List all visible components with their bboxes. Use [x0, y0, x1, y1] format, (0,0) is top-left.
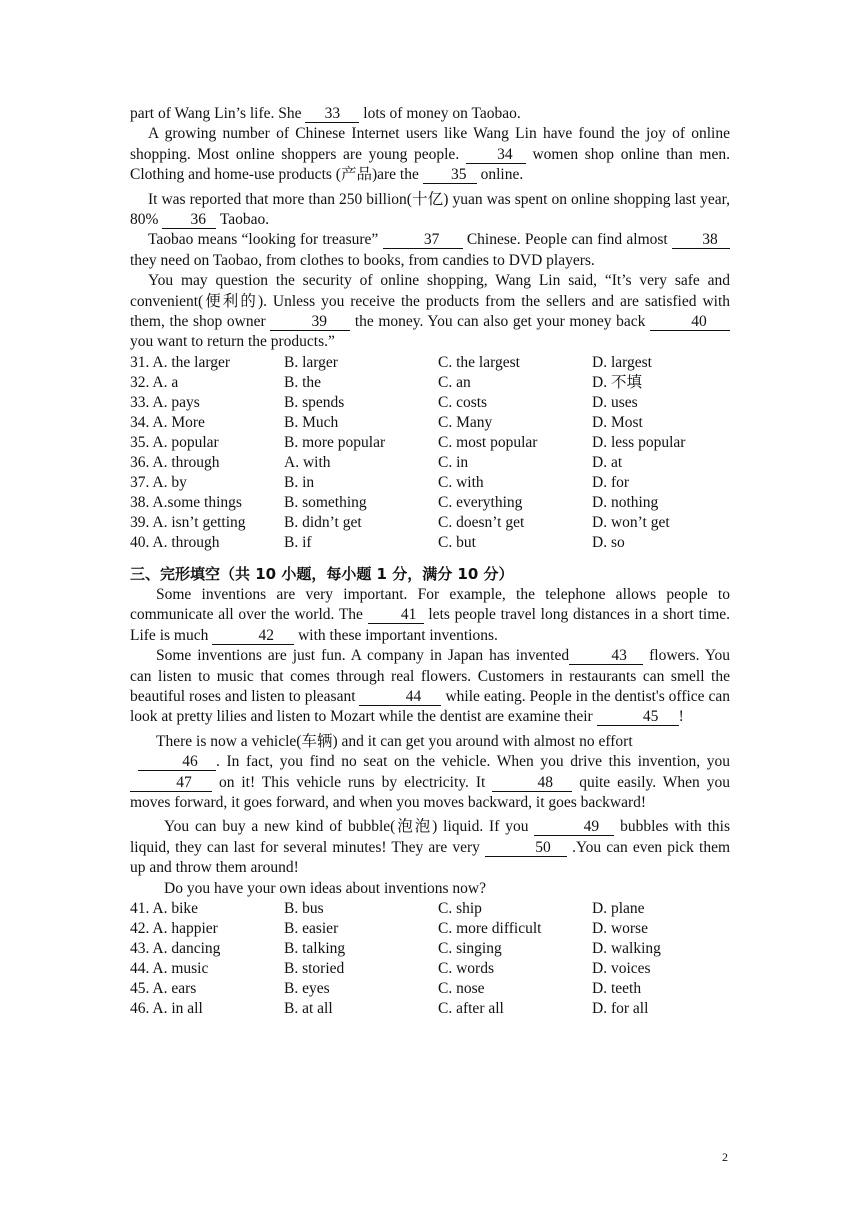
option-row — [130, 899, 730, 919]
option-c[interactable]: C. Many — [438, 413, 493, 431]
option-a[interactable]: 31. A. the larger — [130, 353, 231, 371]
option-b[interactable]: B. Much — [284, 413, 339, 431]
option-row — [130, 533, 730, 553]
option-c[interactable]: C. doesn’t get — [438, 513, 525, 531]
option-d[interactable]: D. largest — [592, 353, 652, 371]
blank-34[interactable]: 34 — [466, 147, 526, 164]
page-number: 2 — [722, 1150, 728, 1164]
option-b[interactable]: B. eyes — [284, 979, 330, 997]
option-a[interactable]: 38. A.some things — [130, 493, 242, 511]
blank-42[interactable]: 42 — [212, 628, 294, 645]
option-d[interactable]: D. Most — [592, 413, 643, 431]
paragraph: You may question the security of online shopping, Wang Lin said, “It’s very safe and convenient(便利的). Unless you receive the products from the sellers and are satisfied with them, the shop owner 39 the money. You can also get your money back 40 you want to return the products.” — [130, 272, 730, 351]
option-c[interactable]: C. words — [438, 959, 494, 977]
option-row — [130, 999, 730, 1019]
paragraph: A growing number of Chinese Internet users like Wang Lin have found the joy of online shopping. Most online shoppers are young people. 34 women shop online than men. Clothing and home-use products (产品)are the 35 online. — [130, 125, 730, 184]
option-c[interactable]: C. ship — [438, 899, 482, 917]
option-a[interactable]: 45. A. ears — [130, 979, 197, 997]
options-41-46 — [130, 899, 730, 1019]
blank-35[interactable]: 35 — [423, 167, 477, 184]
option-d[interactable]: D. walking — [592, 939, 661, 957]
paragraph: Taobao means “looking for treasure” 37 Chinese. People can find almost 38 they need on Taobao, from clothes to books, from candies to DVD players. — [130, 230, 730, 271]
blank-37[interactable]: 37 — [383, 232, 463, 249]
blank-41[interactable]: 41 — [368, 607, 424, 624]
option-b[interactable]: B. spends — [284, 393, 345, 411]
option-a[interactable]: 36. A. through — [130, 453, 220, 471]
option-row — [130, 919, 730, 939]
option-d[interactable]: D. for — [592, 473, 630, 491]
option-c[interactable]: C. everything — [438, 493, 523, 511]
option-a[interactable]: 41. A. bike — [130, 899, 199, 917]
option-b[interactable]: B. storied — [284, 959, 345, 977]
section-title: 三、完形填空（共 10 小题，每小题 1 分，满分 10 分） — [130, 564, 514, 583]
option-a[interactable]: 46. A. in all — [130, 999, 203, 1017]
option-row — [130, 393, 730, 413]
paragraph: part of Wang Lin’s life. She 33 lots of money on Taobao. — [130, 105, 521, 122]
option-a[interactable]: 35. A. popular — [130, 433, 219, 451]
option-a[interactable]: 32. A. a — [130, 373, 179, 391]
passage-1 — [130, 104, 730, 353]
option-row — [130, 493, 730, 513]
option-b[interactable]: B. at all — [284, 999, 333, 1017]
option-d[interactable]: D. at — [592, 453, 623, 471]
blank-39[interactable]: 39 — [270, 314, 350, 331]
option-c[interactable]: C. but — [438, 533, 476, 551]
passage-2 — [130, 585, 730, 899]
option-row — [130, 433, 730, 453]
option-c[interactable]: C. nose — [438, 979, 485, 997]
blank-44[interactable]: 44 — [359, 689, 441, 706]
option-d[interactable]: D. worse — [592, 919, 648, 937]
option-a[interactable]: 37. A. by — [130, 473, 187, 491]
option-d[interactable]: D. for all — [592, 999, 649, 1017]
option-a[interactable]: 33. A. pays — [130, 393, 200, 411]
option-b[interactable]: B. in — [284, 473, 315, 491]
option-c[interactable]: C. more difficult — [438, 919, 542, 937]
option-c[interactable]: C. most popular — [438, 433, 538, 451]
blank-33[interactable]: 33 — [305, 106, 359, 123]
blank-49[interactable]: 49 — [534, 819, 614, 836]
option-d[interactable]: D. so — [592, 533, 625, 551]
blank-40[interactable]: 40 — [650, 314, 730, 331]
option-b[interactable]: B. bus — [284, 899, 324, 917]
option-a[interactable]: 42. A. happier — [130, 919, 218, 937]
option-row — [130, 413, 730, 433]
paragraph: It was reported that more than 250 billion(十亿) yuan was spent on online shopping last year, 80% 36 Taobao. — [130, 190, 730, 229]
option-row — [130, 453, 730, 473]
option-c[interactable]: C. with — [438, 473, 484, 491]
option-b[interactable]: B. larger — [284, 353, 338, 371]
blank-43[interactable]: 43 — [569, 648, 643, 665]
option-b[interactable]: A. with — [284, 453, 331, 471]
options-31-40 — [130, 353, 730, 553]
option-row — [130, 959, 730, 979]
option-row — [130, 939, 730, 959]
paragraph: Some inventions are very important. For example, the telephone allows people to communicate all over the world. The 41 lets people travel long distances in a short time. Life is much 42 with these important inventions. — [130, 585, 730, 644]
blank-48[interactable]: 48 — [492, 775, 572, 792]
option-d[interactable]: D. nothing — [592, 493, 659, 511]
paragraph: There is now a vehicle(车辆) and it can get you around with almost no effort 46 . In fact, you find no seat on the vehicle. When you drive this invention, you 47 on it! This vehicle runs by electricity. It 48 quite easily. When you moves forward, it goes forward, and when you moves backward, it goes backward! — [130, 732, 730, 811]
option-b[interactable]: B. easier — [284, 919, 339, 937]
option-a[interactable]: 39. A. isn’t getting — [130, 513, 246, 531]
option-a[interactable]: 40. A. through — [130, 533, 220, 551]
paragraph: You can buy a new kind of bubble(泡泡) liquid. If you 49 bubbles with this liquid, they can last for several minutes! They are very 50 .You can even pick them up and throw them around! — [130, 818, 731, 877]
option-c[interactable]: C. costs — [438, 393, 488, 411]
option-row — [130, 353, 730, 373]
paragraph: Some inventions are just fun. A company in Japan has invented 43 flowers. You can listen to music that comes through real flowers. Customers in restaurants can smell the beautiful roses and listen to pleasant 44 while eating. People in the dentist's office can look at pretty lilies and listen to Mozart while the dentist are examine their 45 ! — [130, 647, 731, 726]
option-a[interactable]: 43. A. dancing — [130, 939, 221, 957]
exam-page — [130, 104, 730, 1019]
blank-50[interactable]: 50 — [485, 840, 567, 857]
blank-36[interactable]: 36 — [162, 212, 216, 229]
option-d[interactable]: D. won’t get — [592, 513, 670, 531]
option-b[interactable]: B. didn’t get — [284, 513, 362, 531]
option-a[interactable]: 34. A. More — [130, 413, 205, 431]
option-row — [130, 373, 730, 393]
option-b[interactable]: B. more popular — [284, 433, 386, 451]
option-c[interactable]: C. after all — [438, 999, 504, 1017]
option-d[interactable]: D. 不填 — [592, 373, 642, 391]
blank-46[interactable]: 46 — [138, 754, 216, 771]
option-c[interactable]: C. singing — [438, 939, 502, 957]
option-a[interactable]: 44. A. music — [130, 959, 209, 977]
option-row — [130, 513, 730, 533]
option-c[interactable]: C. the largest — [438, 353, 520, 371]
blank-47[interactable]: 47 — [130, 775, 212, 792]
option-row — [130, 979, 730, 999]
option-d[interactable]: D. plane — [592, 899, 645, 917]
blank-38[interactable]: 38 — [672, 232, 730, 249]
option-b[interactable]: B. if — [284, 533, 312, 551]
option-b[interactable]: B. something — [284, 493, 367, 511]
option-c[interactable]: C. in — [438, 453, 469, 471]
option-row — [130, 473, 730, 493]
option-d[interactable]: D. voices — [592, 959, 651, 977]
option-b[interactable]: B. the — [284, 373, 322, 391]
option-c[interactable]: C. an — [438, 373, 471, 391]
option-d[interactable]: D. less popular — [592, 433, 686, 451]
option-d[interactable]: D. uses — [592, 393, 638, 411]
paragraph: Do you have your own ideas about inventions now? — [164, 879, 486, 897]
option-b[interactable]: B. talking — [284, 939, 346, 957]
blank-45[interactable]: 45 — [597, 709, 679, 726]
option-d[interactable]: D. teeth — [592, 979, 642, 997]
